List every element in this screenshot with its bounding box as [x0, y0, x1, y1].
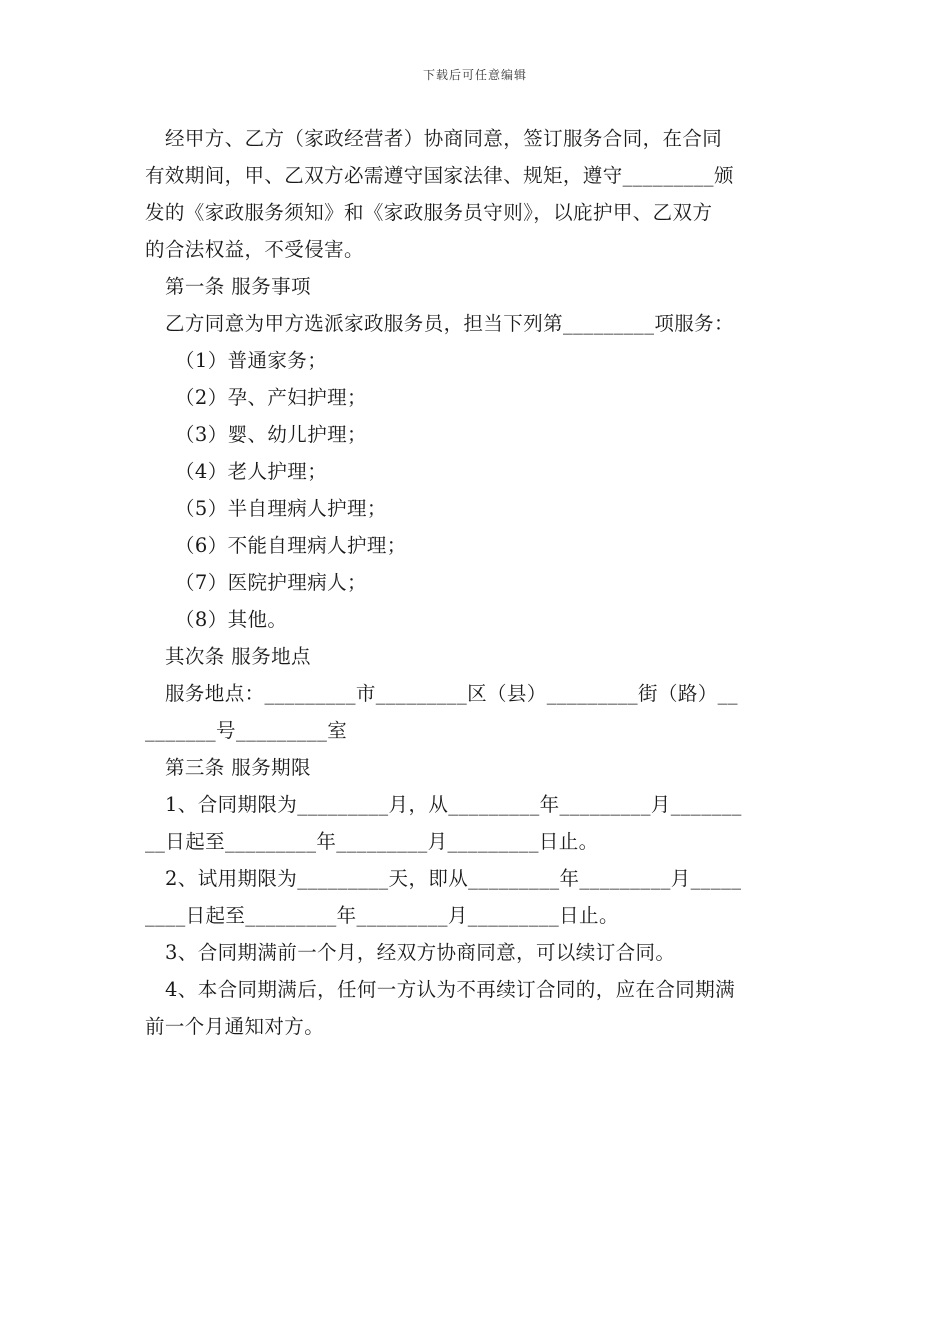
list-item: （2）孕、产妇护理；	[175, 386, 367, 409]
page-header: 下载后可任意编辑	[422, 68, 527, 82]
paragraph-line: 的合法权益，不受侵害。	[145, 238, 364, 261]
paragraph-line: 经甲方、乙方（家政经营者）协商同意，签订服务合同，在合同	[165, 127, 723, 150]
list-item: （5）半自理病人护理；	[175, 497, 387, 520]
list-item: （3）婴、幼儿护理；	[175, 423, 367, 446]
paragraph-line: 3、合同期满前一个月，经双方协商同意，可以续订合同。	[165, 941, 676, 964]
list-item: （8）其他。	[175, 608, 288, 631]
paragraph-line: __日起至_________年_________月_________日止。	[145, 830, 599, 853]
list-item: （6）不能自理病人护理；	[175, 534, 407, 557]
list-item: （4）老人护理；	[175, 460, 328, 483]
document-body	[145, 120, 807, 1045]
paragraph-line: 前一个月通知对方。	[145, 1015, 325, 1038]
paragraph-line: 发的《家政服务须知》和《家政服务员守则》，以庇护甲、乙双方	[145, 201, 713, 224]
paragraph-line: 4、本合同期满后，任何一方认为不再续订合同的，应在合同期满	[165, 978, 736, 1001]
paragraph-line: 1、合同期限为_________月，从_________年_________月_______	[165, 793, 742, 816]
paragraph-line: 有效期间，甲、乙双方必需遵守国家法律、规矩，遵守_________颁	[145, 164, 734, 187]
paragraph-line: 乙方同意为甲方选派家政服务员，担当下列第_________项服务：	[165, 312, 734, 335]
paragraph-line: _______号_________室	[145, 719, 348, 742]
paragraph-line: 2、试用期限为_________天，即从_________年_________月_____	[165, 867, 742, 890]
section-heading: 其次条 服务地点	[165, 645, 311, 668]
paragraph-line: ____日起至_________年_________月_________日止。	[145, 904, 619, 927]
list-item: （1）普通家务；	[175, 349, 328, 372]
paragraph-line: 服务地点：_________市_________区（县）_________街（路）__	[165, 682, 738, 705]
section-heading: 第一条 服务事项	[165, 275, 311, 298]
section-heading: 第三条 服务期限	[165, 756, 311, 779]
list-item: （7）医院护理病人；	[175, 571, 367, 594]
